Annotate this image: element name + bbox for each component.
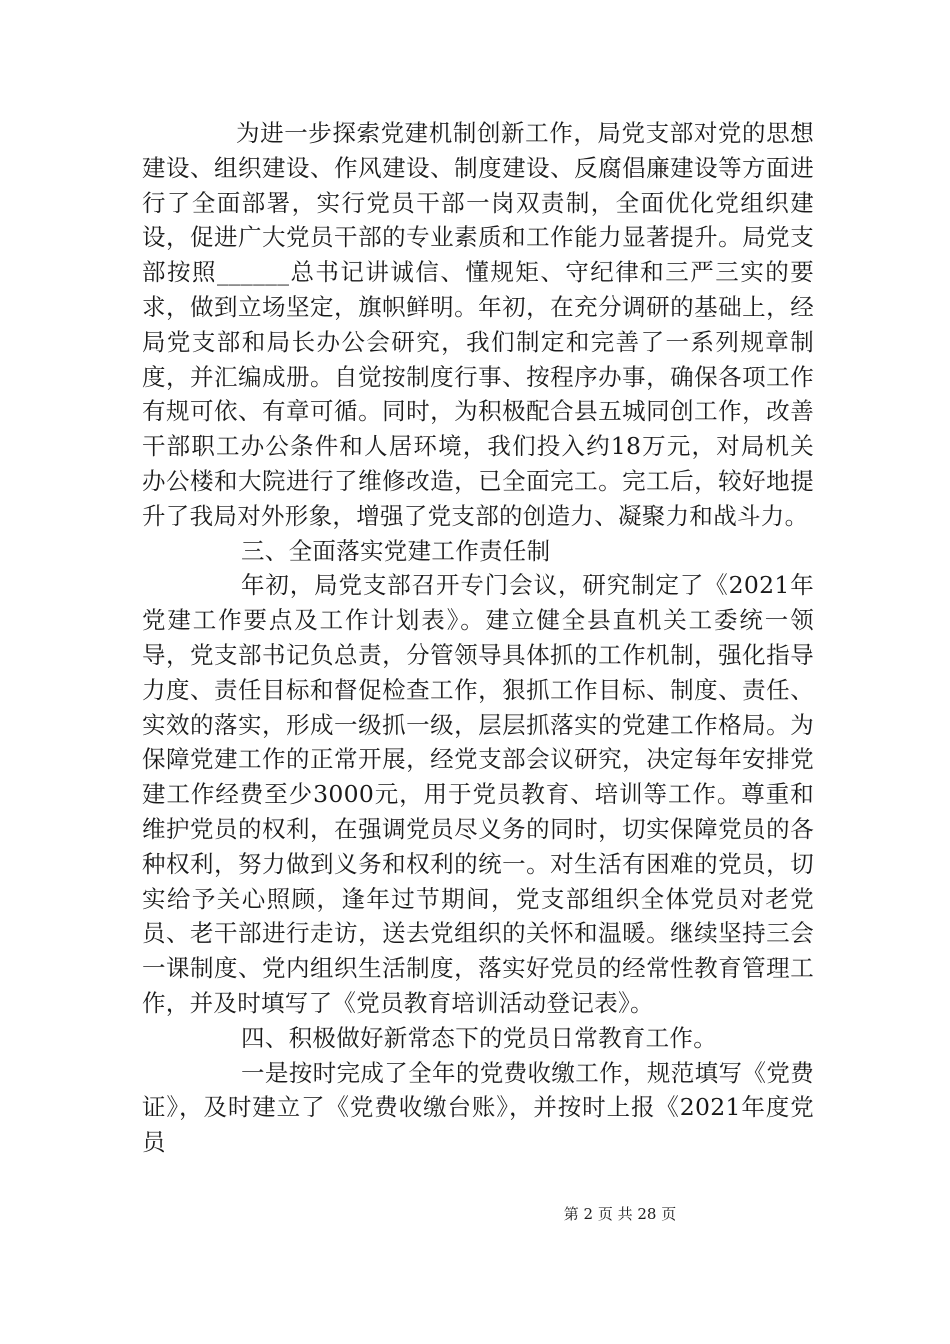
paragraph-membership-dues: 一是按时完成了全年的党费收缴工作，规范填写《党费证》，及时建立了《党费收缴台账》，并按时上报《2021年度党员 <box>142 1058 814 1157</box>
document-body <box>142 116 814 1160</box>
section-heading-4: 四、积极做好新常态下的党员日常教育工作。 <box>241 1023 717 1052</box>
page-number-footer: 第 2 页 共 28 页 <box>563 1205 677 1223</box>
section-heading-3: 三、全面落实党建工作责任制 <box>241 536 551 565</box>
paragraph-party-mechanism: 为进一步探索党建机制创新工作，局党支部对党的思想建设、组织建设、作风建设、制度建设、反腐倡廉建设等方面进行了全面部署，实行党员干部一岗双责制，全面优化党组织建设，促进广大党员干部的专业素质和工作能力显著提升。局党支部按照______总书记讲诚信、懂规矩、守纪律和三严三实的要求，做到立场坚定，旗帜鲜明。年初，在充分调研的基础上，经局党支部和局长办公会研究，我们制定和完善了一系列规章制度，并汇编成册。自觉按制度行事、按程序办事，确保各项工作有规可依、有章可循。同时，为积极配合县五城同创工作，改善干部职工办公条件和人居环境，我们投入约18万元，对局机关办公楼和大院进行了维修改造，已全面完工。完工后，较好地提升了我局对外形象，增强了党支部的创造力、凝聚力和战斗力。 <box>142 119 814 530</box>
paragraph-responsibility-system: 年初，局党支部召开专门会议，研究制定了《2021年党建工作要点及工作计划表》。建立健全县直机关工委统一领导，党支部书记负总责，分管领导具体抓的工作机制，强化指导力度、责任目标和督促检查工作，狠抓工作目标、制度、责任、实效的落实，形成一级抓一级，层层抓落实的党建工作格局。为保障党建工作的正常开展，经党支部会议研究，决定每年安排党建工作经费至少3000元，用于党员教育、培训等工作。尊重和维护党员的权利，在强调党员尽义务的同时，切实保障党员的各种权利，努力做到义务和权利的统一。对生活有困难的党员，切实给予关心照顾，逢年过节期间，党支部组织全体党员对老党员、老干部进行走访，送去党组织的关怀和温暖。继续坚持三会一课制度、党内组织生活制度，落实好党员的经常性教育管理工作，并及时填写了《党员教育培训活动登记表》。 <box>142 571 814 1017</box>
